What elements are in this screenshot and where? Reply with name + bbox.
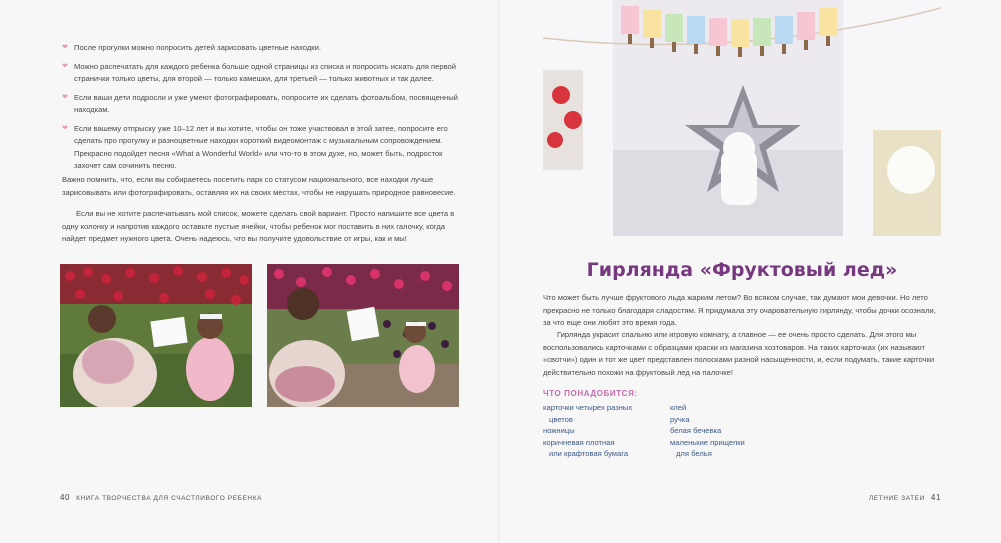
left-page — [0, 0, 500, 543]
tulip-field-photo-1 — [60, 264, 252, 407]
national-park-paragraph: Важно помнить, что, если вы собираетесь посетить парк со статусом национального, все находки лучше зарисовывать или фотографировать, оставляя их на своих местах, чтобы не нарушать природное равновесие. — [62, 175, 456, 197]
tip-item: ❤ Если вашему отпрыску уже 10–12 лет и вы хотите, чтобы он тоже участвовал в этой затее, попросите его сделать про прогулку и разноцветные находки короткий видеомонтаж с музыкальным сопровождением. Прекрасно подойдет песня «What a Wonderful World» или что-то в этом духе, но, может быть, подросток захочет сам сочинить песню. — [62, 123, 448, 170]
left-footer — [60, 493, 262, 502]
running-head-left: КНИГА ТВОРЧЕСТВА ДЛЯ СЧАСТЛИВОГО РЕБЕНКА — [76, 495, 263, 502]
tulip-field-photo-2 — [267, 264, 459, 407]
material-item: клей — [670, 403, 687, 412]
page-title: Гирлянда «Фруктовый лед» — [586, 259, 898, 281]
material-item: для белья — [676, 449, 712, 458]
heart-bullet-icon: ❤ — [62, 124, 68, 132]
material-item: карточки четырех разных — [543, 403, 633, 412]
material-item: коричневая плотная — [543, 437, 615, 447]
tips-list — [62, 42, 462, 179]
description-paragraph: Гирлянда украсит спальню или игровую комнату, а главное — ее очень просто сделать. Для этого мы воспользовались карточками с образцами краски из магазина хозтоваров. На таких карточках (их называют «свотчи») один и тот же цвет представлен полосками разной насыщенности, и, если подумать, такие карточки действительно похожи на фруктовый лед на палочке! — [543, 330, 935, 377]
page-number-left: 40 — [60, 493, 71, 502]
material-item: ножницы — [543, 426, 575, 435]
running-head-right: ЛЕТНИЕ ЗАТЕИ — [868, 495, 925, 502]
heart-bullet-icon: ❤ — [62, 93, 68, 101]
page-number-right: 41 — [930, 493, 941, 502]
materials-heading: ЧТО ПОНАДОБИТСЯ: — [543, 389, 638, 398]
material-item: маленькие прищепки — [670, 437, 745, 447]
material-item: или крафтовая бумага — [549, 449, 629, 458]
heart-bullet-icon: ❤ — [62, 62, 68, 70]
materials-list-1 — [543, 402, 632, 460]
tip-item: ❤ Если ваши дети подросли и уже умеют фотографировать, попросите их сделать фотоальбом, посвященный находкам. — [62, 92, 458, 114]
own-list-paragraph: Если вы не хотите распечатывать мой список, можете сделать свой вариант. Просто напишите все цвета в одну колонку и напротив каждого оставьте пустые ячейки, чтобы ребенок мог поставить в них галочку, когда найдет предмет нужного цвета. Очень надеюсь, что вы получите удовольствие от игры, как и мы! — [62, 209, 455, 243]
right-footer — [869, 493, 941, 502]
heart-bullet-icon: ❤ — [62, 44, 68, 51]
tip-item: ❤ После прогулки можно попросить детей зарисовать цветные находки. — [62, 42, 462, 55]
garland-photo — [543, 0, 941, 236]
tip-item: ❤ Можно распечатать для каждого ребенка больше одной страницы из списка и попросить искать для первой странички только цветы, для второй — только камешки, для третьей — только животных и так далее. — [62, 61, 456, 83]
intro-paragraph: Что может быть лучше фруктового льда жарким летом? Во всяком случае, так думают мои девочки. Но лето прекрасно не только благодаря сладостям. Я придумала эту очаровательную гирлянду, чтобы дочки осознали, за что еще они любят это время года. — [543, 293, 936, 327]
material-item: белая бечевка — [670, 426, 722, 435]
material-item: цветов — [549, 414, 573, 424]
materials-list-2 — [670, 402, 745, 460]
material-item: ручка — [670, 414, 690, 424]
